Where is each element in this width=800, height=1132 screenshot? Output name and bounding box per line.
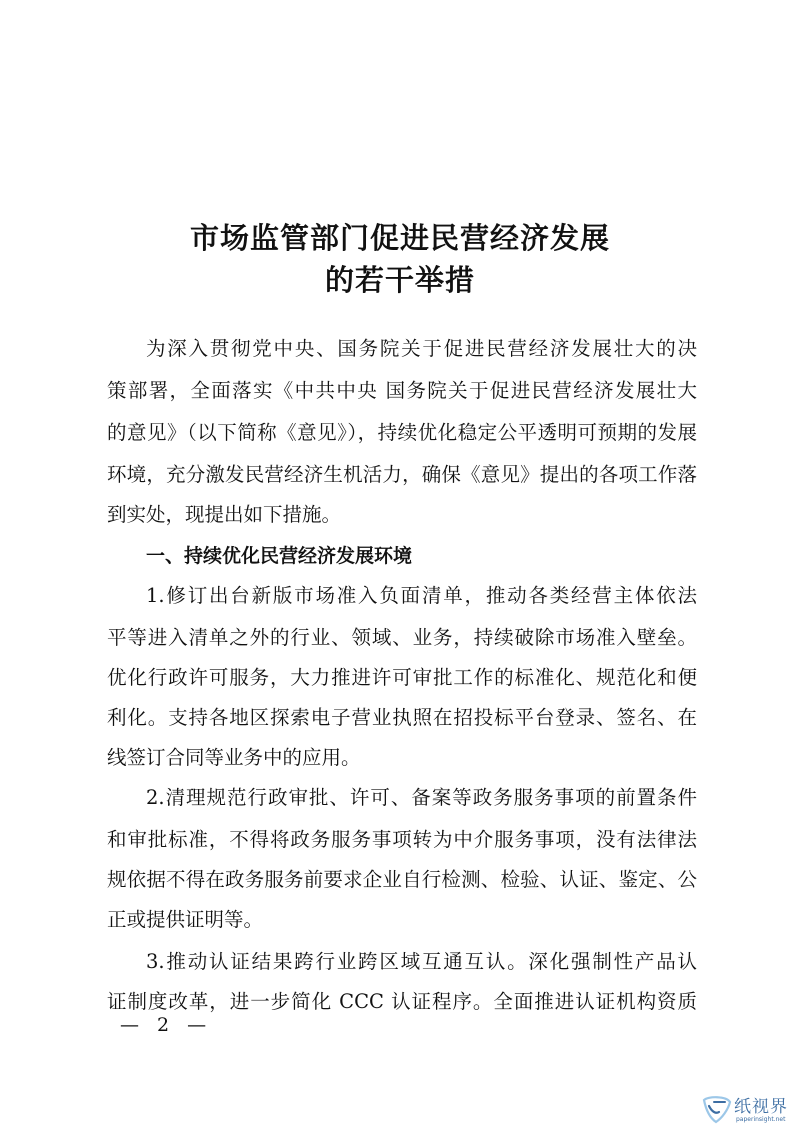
- paragraph-line: 线签订合同等业务中的应用。: [107, 746, 361, 769]
- section-heading: 一、持续优化民营经济发展环境: [146, 545, 413, 567]
- paragraph-line: 证制度改革，进一步简化 CCC 认证程序。全面推进认证机构资质: [107, 990, 697, 1013]
- document-title-line-1: 市场监管部门促进民营经济发展: [189, 221, 610, 255]
- paragraph-line: 正或提供证明等。: [107, 908, 264, 931]
- paragraph-line: 1.修订出台新版市场准入负面清单，推动各类经营主体依法: [146, 584, 697, 607]
- watermark-name: 纸视界: [734, 1097, 788, 1117]
- watermark: [698, 1090, 798, 1130]
- document-title-line-2: 的若干举措: [324, 263, 475, 297]
- page-number: — 2 —: [120, 1014, 213, 1036]
- paragraph-line: 的意见》（以下简称《意见》），持续优化稳定公平透明可预期的发展: [107, 421, 697, 444]
- paperinsight-logo-icon: [698, 1090, 736, 1128]
- paragraph-line: 平等进入清单之外的行业、领域、业务，持续破除市场准入壁垒。: [107, 626, 697, 649]
- paragraph-line: 到实处，现提出如下措施。: [107, 503, 342, 526]
- paragraph-line: 和审批标准，不得将政务服务事项转为中介服务事项，没有法律法: [107, 828, 697, 851]
- paragraph-line: 环境，充分激发民营经济生机活力，确保《意见》提出的各项工作落: [107, 463, 697, 486]
- watermark-url: paperinsight.net: [736, 1116, 786, 1123]
- paragraph-line: 2.清理规范行政审批、许可、备案等政务服务事项的前置条件: [146, 786, 697, 809]
- paragraph-line: 规依据不得在政务服务前要求企业自行检测、检验、认证、鉴定、公: [107, 868, 697, 891]
- paragraph-line: 优化行政许可服务，大力推进许可审批工作的标准化、规范化和便: [107, 666, 697, 689]
- paragraph-line: 3.推动认证结果跨行业跨区域互通互认。深化强制性产品认: [146, 950, 697, 973]
- paragraph-line: 为深入贯彻党中央、国务院关于促进民营经济发展壮大的决: [146, 337, 697, 360]
- paragraph-line: 利化。支持各地区探索电子营业执照在招投标平台登录、签名、在: [107, 706, 697, 729]
- paragraph-line: 策部署，全面落实《中共中央 国务院关于促进民营经济发展壮大: [107, 379, 697, 402]
